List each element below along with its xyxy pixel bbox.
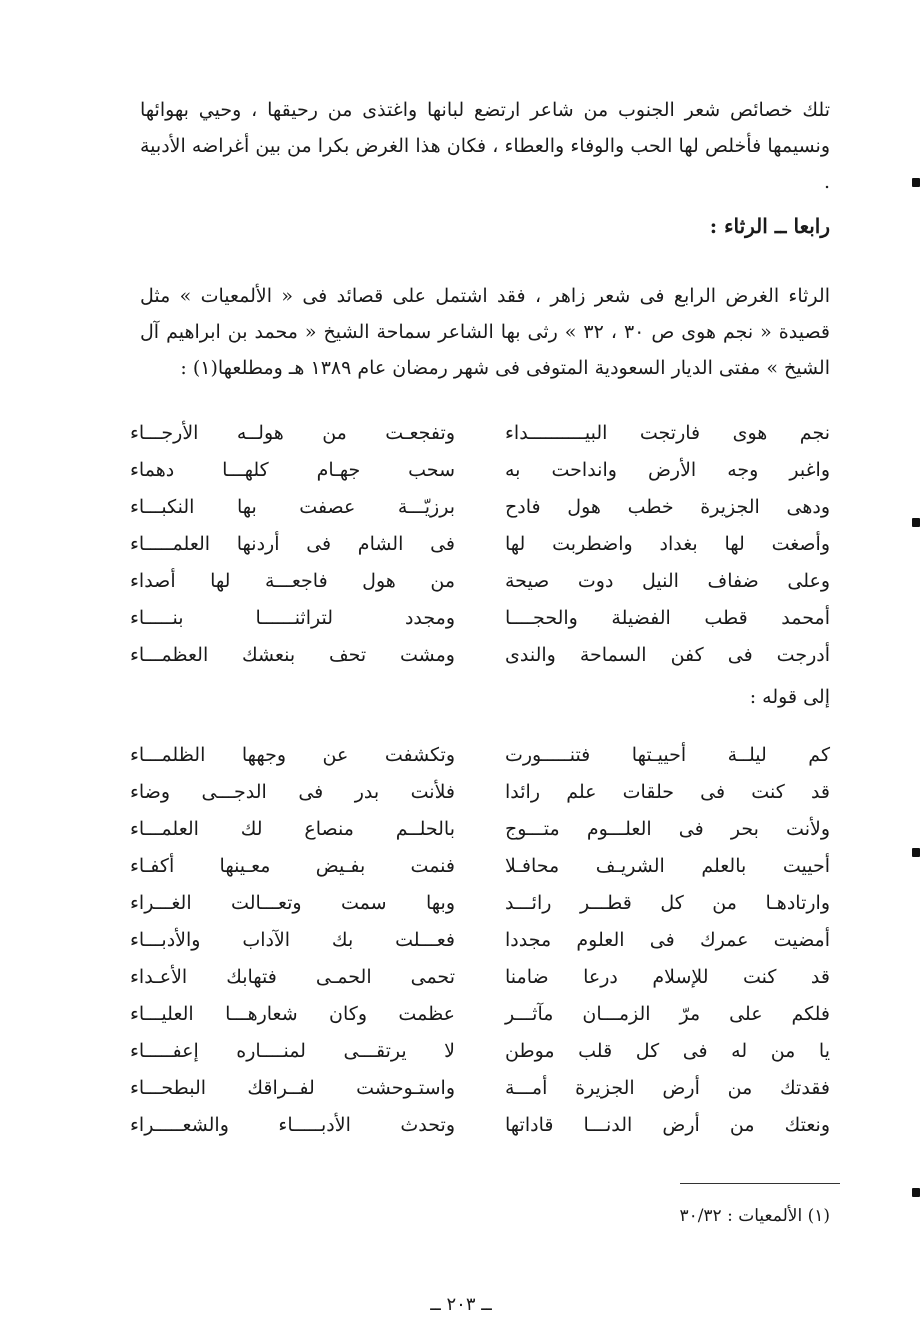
verse-first-hemistich: ولأنت بحر فى العلـــوم متـــوج bbox=[505, 817, 830, 840]
verse-second-hemistich: تحمى الحمـى فتهابك الأعـداء bbox=[130, 965, 455, 988]
page-number: ــ ٢٠٣ ــ bbox=[430, 1294, 492, 1315]
poem-block-1 bbox=[130, 414, 830, 673]
verse-second-hemistich: وتكشفت عن وجهها الظلمـــاء bbox=[130, 743, 455, 766]
verse-first-hemistich: ودهى الجزيرة خطب هول فادح bbox=[505, 495, 830, 518]
verse-second-hemistich: برزيّـــة عصفت بها النكبـــاء bbox=[130, 495, 455, 518]
verse-row bbox=[130, 773, 830, 810]
verse-row bbox=[130, 1069, 830, 1106]
verse-row bbox=[130, 921, 830, 958]
verse-row bbox=[130, 810, 830, 847]
verse-row bbox=[130, 636, 830, 673]
verse-second-hemistich: من هول فاجعـــة لها أصداء bbox=[130, 569, 455, 592]
verse-row bbox=[130, 995, 830, 1032]
verse-first-hemistich: وارتادهـا من كل قطـــر رائـــد bbox=[505, 891, 830, 914]
intro-paragraph: تلك خصائص شعر الجنوب من شاعر ارتضع لبانها واغتذى من رحيقها ، وحيي بهوائها ونسيمها فأخلص لها الحب والوفاء والعطاء ، فكان هذا الغرض بكرا من بين أغراضه الأدبية . bbox=[140, 99, 830, 193]
verse-first-hemistich: قد كنت فى حلقات علم رائدا bbox=[505, 780, 830, 803]
verse-second-hemistich: وبها سمت وتعـــالت الغـــراء bbox=[130, 891, 455, 914]
scan-edge-mark bbox=[912, 848, 920, 857]
verse-second-hemistich: واستـوحشت لفــراقك البطحـــاء bbox=[130, 1076, 455, 1099]
verse-second-hemistich: وتحدث الأدبـــــاء والشعـــــراء bbox=[130, 1113, 455, 1136]
verse-first-hemistich: وعلى ضفاف النيل دوت صيحة bbox=[505, 569, 830, 592]
verse-second-hemistich: فعـــلت بك الآداب والأدبـــاء bbox=[130, 928, 455, 951]
scan-edge-mark bbox=[912, 518, 920, 527]
transition-label: إلى قوله : bbox=[749, 686, 830, 708]
section-paragraph: الرثاء الغرض الرابع فى شعر زاهر ، فقد اشتمل على قصائد فى « الألمعيات » مثل قصيدة « نجم هوى ص ٣٠ ، ٣٢ » رثى بها الشاعر سماحة الشيخ « محمد بن ابراهيم آل الشيخ » مفتى الديار السعودية المتوفى فى شهر رمضان عام ١٣٨٩ هـ ومطلعها(١) : bbox=[140, 285, 831, 379]
verse-first-hemistich: يا من له فى كل قلب موطن bbox=[505, 1039, 830, 1062]
verse-first-hemistich: أدرجت فى كفن السماحة والندى bbox=[505, 643, 830, 666]
verse-first-hemistich: قد كنت للإسلام درعا ضامنا bbox=[505, 965, 830, 988]
verse-row bbox=[130, 1032, 830, 1069]
verse-row bbox=[130, 958, 830, 995]
footnote-divider bbox=[680, 1183, 840, 1184]
verse-second-hemistich: ومجدد لتراثنــــــا بنـــــاء bbox=[130, 606, 455, 629]
verse-row bbox=[130, 451, 830, 488]
verse-row bbox=[130, 562, 830, 599]
section-heading: رابعا ــ الرثاء : bbox=[709, 214, 830, 238]
verse-row bbox=[130, 525, 830, 562]
verse-first-hemistich: نجم هوى فارتجت البيــــــــــداء bbox=[505, 421, 830, 444]
verse-second-hemistich: فلأنت بدر فى الدجـــى وضاء bbox=[130, 780, 455, 803]
verse-row bbox=[130, 488, 830, 525]
verse-row bbox=[130, 414, 830, 451]
verse-first-hemistich: فقدتك من أرض الجزيرة أمـــة bbox=[505, 1076, 830, 1099]
verse-first-hemistich: أمضيت عمرك فى العلوم مجددا bbox=[505, 928, 830, 951]
verse-second-hemistich: سحب جهـام كلهـــا دهماء bbox=[130, 458, 455, 481]
verse-first-hemistich: وأصغت لها بغداد واضطربت لها bbox=[505, 532, 830, 555]
verse-first-hemistich: كم ليلــة أحييـتها فتنـــــورت bbox=[505, 743, 830, 766]
verse-second-hemistich: فى الشام فى أردنها العلمـــــاء bbox=[130, 532, 455, 555]
scan-edge-mark bbox=[912, 178, 920, 187]
verse-second-hemistich: وتفجعـت من هولــه الأرجـــاء bbox=[130, 421, 455, 444]
verse-first-hemistich: واغبر وجه الأرض وانداحت به bbox=[505, 458, 830, 481]
verse-second-hemistich: بالحلــم منصاع لك العلمـــاء bbox=[130, 817, 455, 840]
verse-first-hemistich: ونعتك من أرض الدنـــا قاداتها bbox=[505, 1113, 830, 1136]
verse-row bbox=[130, 599, 830, 636]
verse-row bbox=[130, 847, 830, 884]
verse-row bbox=[130, 884, 830, 921]
verse-first-hemistich: أحييت بالعلم الشريـف محافـلا bbox=[505, 854, 830, 877]
verse-second-hemistich: عظمت وكان شعارهـــا العليـــاء bbox=[130, 1002, 455, 1025]
verse-row bbox=[130, 736, 830, 773]
footnote: (١) الألمعيات : ٣٠/٣٢ bbox=[679, 1206, 830, 1226]
verse-first-hemistich: فلكم على مرّ الزمـــان مآثـــر bbox=[505, 1002, 830, 1025]
verse-second-hemistich: فنمت بفـيض معـينها أكفـاء bbox=[130, 854, 455, 877]
verse-first-hemistich: أمحمد قطب الفضيلة والحجــــا bbox=[505, 606, 830, 629]
verse-row bbox=[130, 1106, 830, 1143]
poem-block-2 bbox=[130, 736, 830, 1143]
verse-second-hemistich: ومشت تحف بنعشك العظمـــاء bbox=[130, 643, 455, 666]
scan-edge-mark bbox=[912, 1188, 920, 1197]
verse-second-hemistich: لا يرتقـــى لمنــــاره إعفـــــاء bbox=[130, 1039, 455, 1062]
